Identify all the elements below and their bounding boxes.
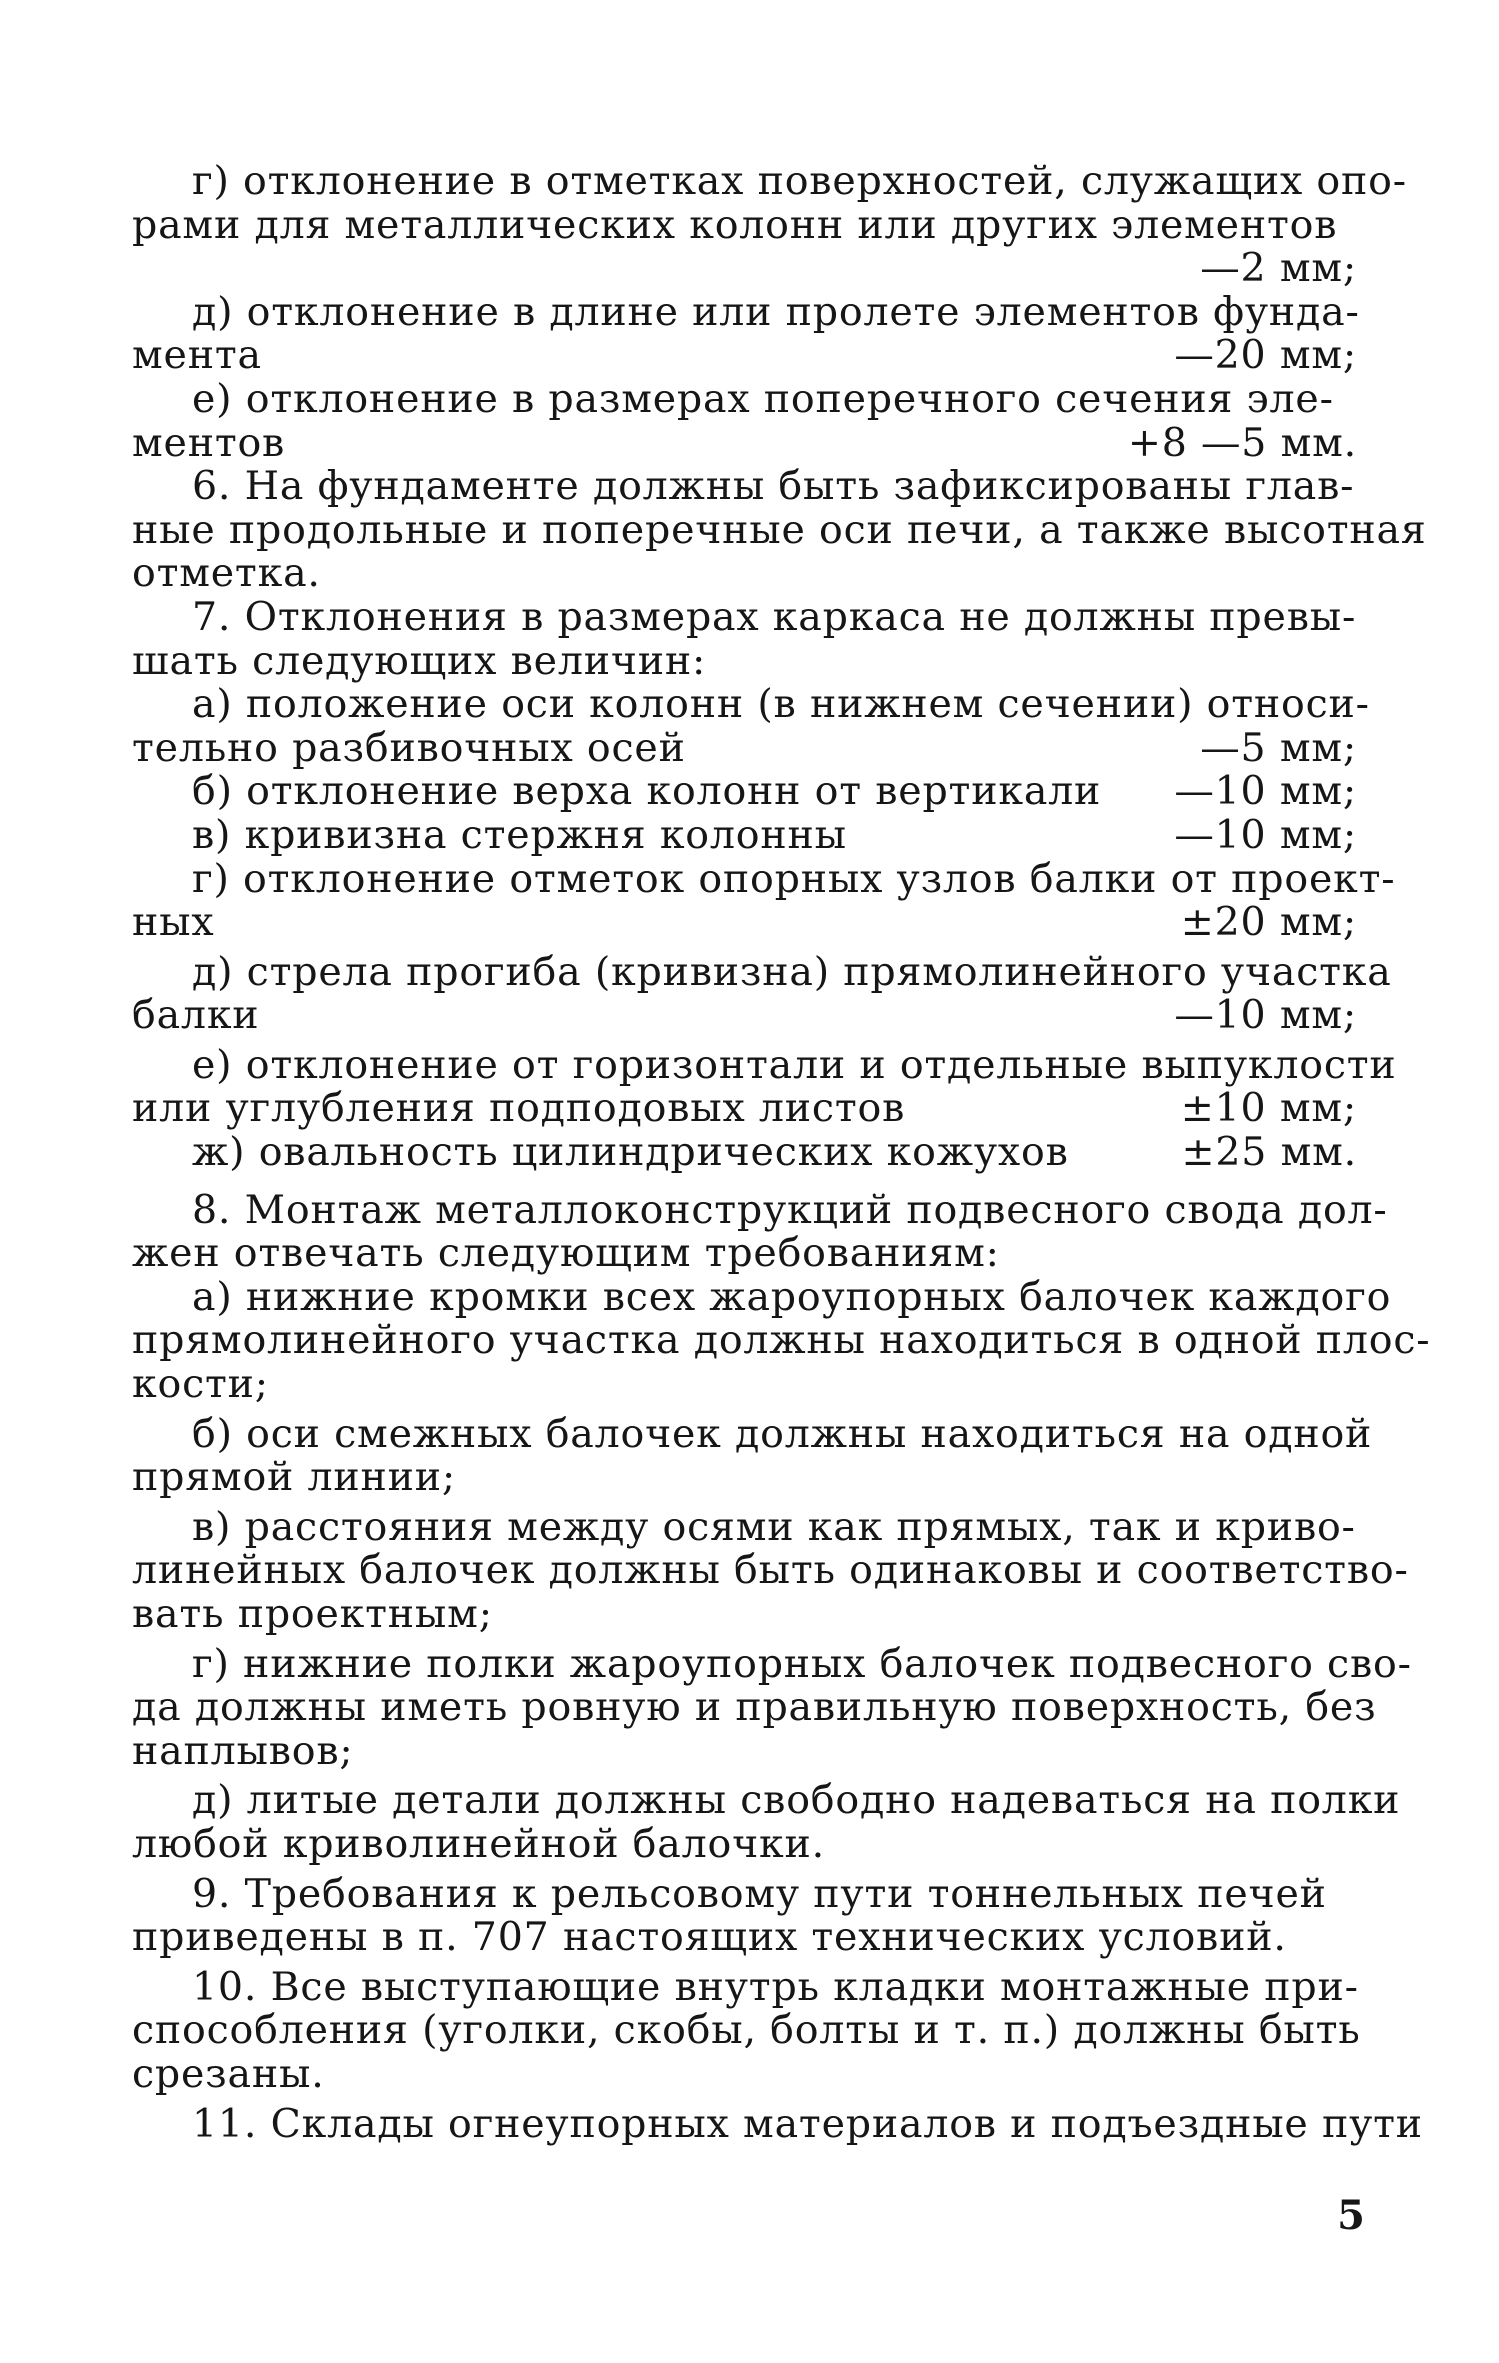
- line-text: а) положение оси колонн (в нижнем сечении) относи-: [192, 681, 1370, 728]
- text-line: [132, 1232, 1357, 1276]
- text-line: [132, 506, 1427, 553]
- line-text: д) отклонение в длине или пролете элементов фунда-: [192, 288, 1360, 335]
- text-line: [132, 1727, 1357, 1774]
- line-text: шать следующих величин:: [132, 637, 707, 684]
- text-line: [132, 994, 1357, 1038]
- line-text: прямой линии;: [132, 1454, 457, 1501]
- line-text: а) нижние кромки всех жароупорных балочек каждого: [192, 1273, 1392, 1320]
- text-line: [132, 1186, 1388, 1233]
- text-line: [132, 1820, 1357, 1867]
- text-line: [132, 901, 1357, 945]
- text-line: [132, 2007, 1361, 2054]
- text-line: [132, 1317, 1431, 1364]
- text-line: [132, 2100, 1423, 2147]
- line-text: мента: [132, 332, 262, 379]
- line-text: б) отклонение верха колонн от вертикали: [192, 768, 1102, 815]
- line-text: д) стрела прогиба (кривизна) прямолинейного участка: [192, 948, 1392, 995]
- text-line: [132, 770, 1357, 814]
- line-text: б) оси смежных балочек должны находиться на одной: [192, 1410, 1373, 1457]
- text-line: [132, 375, 1357, 422]
- text-line: [132, 811, 1357, 858]
- text-line: [132, 201, 1357, 248]
- text-line: [132, 1410, 1373, 1457]
- line-text: рами для металлических колонн или других элементов: [132, 201, 1338, 248]
- text-line: [132, 1273, 1392, 1320]
- tolerance-value: —10 мм;: [1174, 768, 1357, 815]
- text-line: [132, 948, 1392, 995]
- tolerance-value: —10 мм;: [1174, 992, 1357, 1039]
- line-text: г) отклонение отметок опорных узлов балки от проект-: [192, 855, 1396, 902]
- line-text: отметка.: [132, 550, 321, 597]
- line-text: вать проектным;: [132, 1591, 493, 1637]
- tolerance-value: ±25 мм.: [1181, 1129, 1357, 1176]
- text-line: [132, 465, 1357, 509]
- text-line: [132, 1087, 1357, 1131]
- text-line: [132, 1131, 1357, 1175]
- line-text: е) отклонение от горизонтали и отдельные выпуклости: [192, 1041, 1397, 1088]
- line-text: г) отклонение в отметках поверхностей, служащих опо-: [192, 158, 1407, 204]
- tolerance-value: —20 мм;: [1174, 332, 1357, 379]
- tolerance-value: —2 мм;: [1200, 245, 1357, 292]
- text-line: [132, 1870, 1357, 1917]
- line-text: тельно разбивочных осей: [132, 724, 686, 771]
- line-text: способления (уголки, скобы, болты и т. п.) должны быть: [132, 2007, 1361, 2054]
- text-line: [132, 158, 1407, 204]
- line-text: 9. Требования к рельсовому пути тоннельных печей: [192, 1870, 1327, 1917]
- line-text: 8. Монтаж металлоконструкций подвесного свода дол-: [192, 1186, 1388, 1233]
- line-text: е) отклонение в размерах поперечного сечения эле-: [192, 375, 1334, 422]
- line-text: 11. Склады огнеупорных материалов и подъездные пути: [192, 2100, 1423, 2147]
- line-text: да должны иметь ровную и правильную поверхность, без: [132, 1684, 1377, 1731]
- line-text: прямолинейного участка должны находиться в одной плос-: [132, 1317, 1431, 1364]
- line-text: линейных балочек должны быть одинаковы и соответство-: [132, 1547, 1409, 1594]
- text-line: [132, 1963, 1359, 2010]
- line-text: ж) овальность цилиндрических кожухов: [192, 1129, 1069, 1176]
- text-line: [132, 2050, 1357, 2097]
- text-line: [132, 1777, 1401, 1824]
- text-line: [132, 288, 1360, 335]
- text-line: [132, 1684, 1377, 1731]
- line-text: 7. Отклонения в размерах каркаса не должны превы-: [192, 593, 1357, 640]
- line-text: любой криволинейной балочки.: [132, 1820, 825, 1867]
- line-text: ные продольные и поперечные оси печи, а также высотная: [132, 506, 1427, 553]
- line-text: срезаны.: [132, 2050, 325, 2097]
- line-text: г) нижние полки жароупорных балочек подвесного сво-: [192, 1640, 1412, 1687]
- line-text: 10. Все выступающие внутрь кладки монтажные при-: [192, 1963, 1359, 2010]
- text-line: [132, 419, 1357, 466]
- text-line: [132, 552, 1357, 596]
- text-line: [132, 1503, 1357, 1550]
- text-line: [132, 247, 1357, 291]
- tolerance-value: —5 мм;: [1200, 724, 1357, 771]
- tolerance-value: —10 мм;: [1174, 811, 1357, 858]
- text-line: [132, 1041, 1397, 1088]
- line-text: или углубления подподовых листов: [132, 1085, 906, 1132]
- text-line: [132, 1640, 1412, 1687]
- line-text: в) расстояния между осями как прямых, так и криво-: [192, 1503, 1356, 1550]
- text-line: [132, 1363, 1357, 1407]
- text-column: [132, 158, 1431, 2147]
- line-text: в) кривизна стержня колонны: [192, 811, 847, 858]
- text-line: [132, 593, 1357, 640]
- text-line: [132, 724, 1357, 771]
- line-text: балки: [132, 992, 260, 1039]
- text-line: [132, 1547, 1409, 1594]
- text-line: [132, 1916, 1357, 1960]
- line-text: д) литые детали должны свободно надеваться на полки: [192, 1777, 1401, 1824]
- tolerance-value: ±20 мм;: [1180, 899, 1357, 946]
- line-text: 6. На фундаменте должны быть зафиксированы глав-: [192, 463, 1355, 510]
- text-line: [132, 637, 1357, 684]
- text-line: [132, 1593, 1357, 1637]
- text-line: [132, 681, 1370, 728]
- tolerance-value: ±10 мм;: [1180, 1085, 1357, 1132]
- line-text: жен отвечать следующим требованиям:: [132, 1230, 1000, 1277]
- line-text: наплывов;: [132, 1727, 354, 1774]
- tolerance-value: +8 —5 мм.: [1127, 419, 1357, 466]
- line-text: кости;: [132, 1361, 269, 1408]
- page-number: 5: [1337, 2192, 1365, 2239]
- line-text: ных: [132, 899, 215, 946]
- text-line: [132, 1456, 1357, 1500]
- line-text: приведены в п. 707 настоящих технических условий.: [132, 1914, 1287, 1961]
- text-line: [132, 855, 1396, 902]
- line-text: ментов: [132, 419, 286, 466]
- text-line: [132, 334, 1357, 378]
